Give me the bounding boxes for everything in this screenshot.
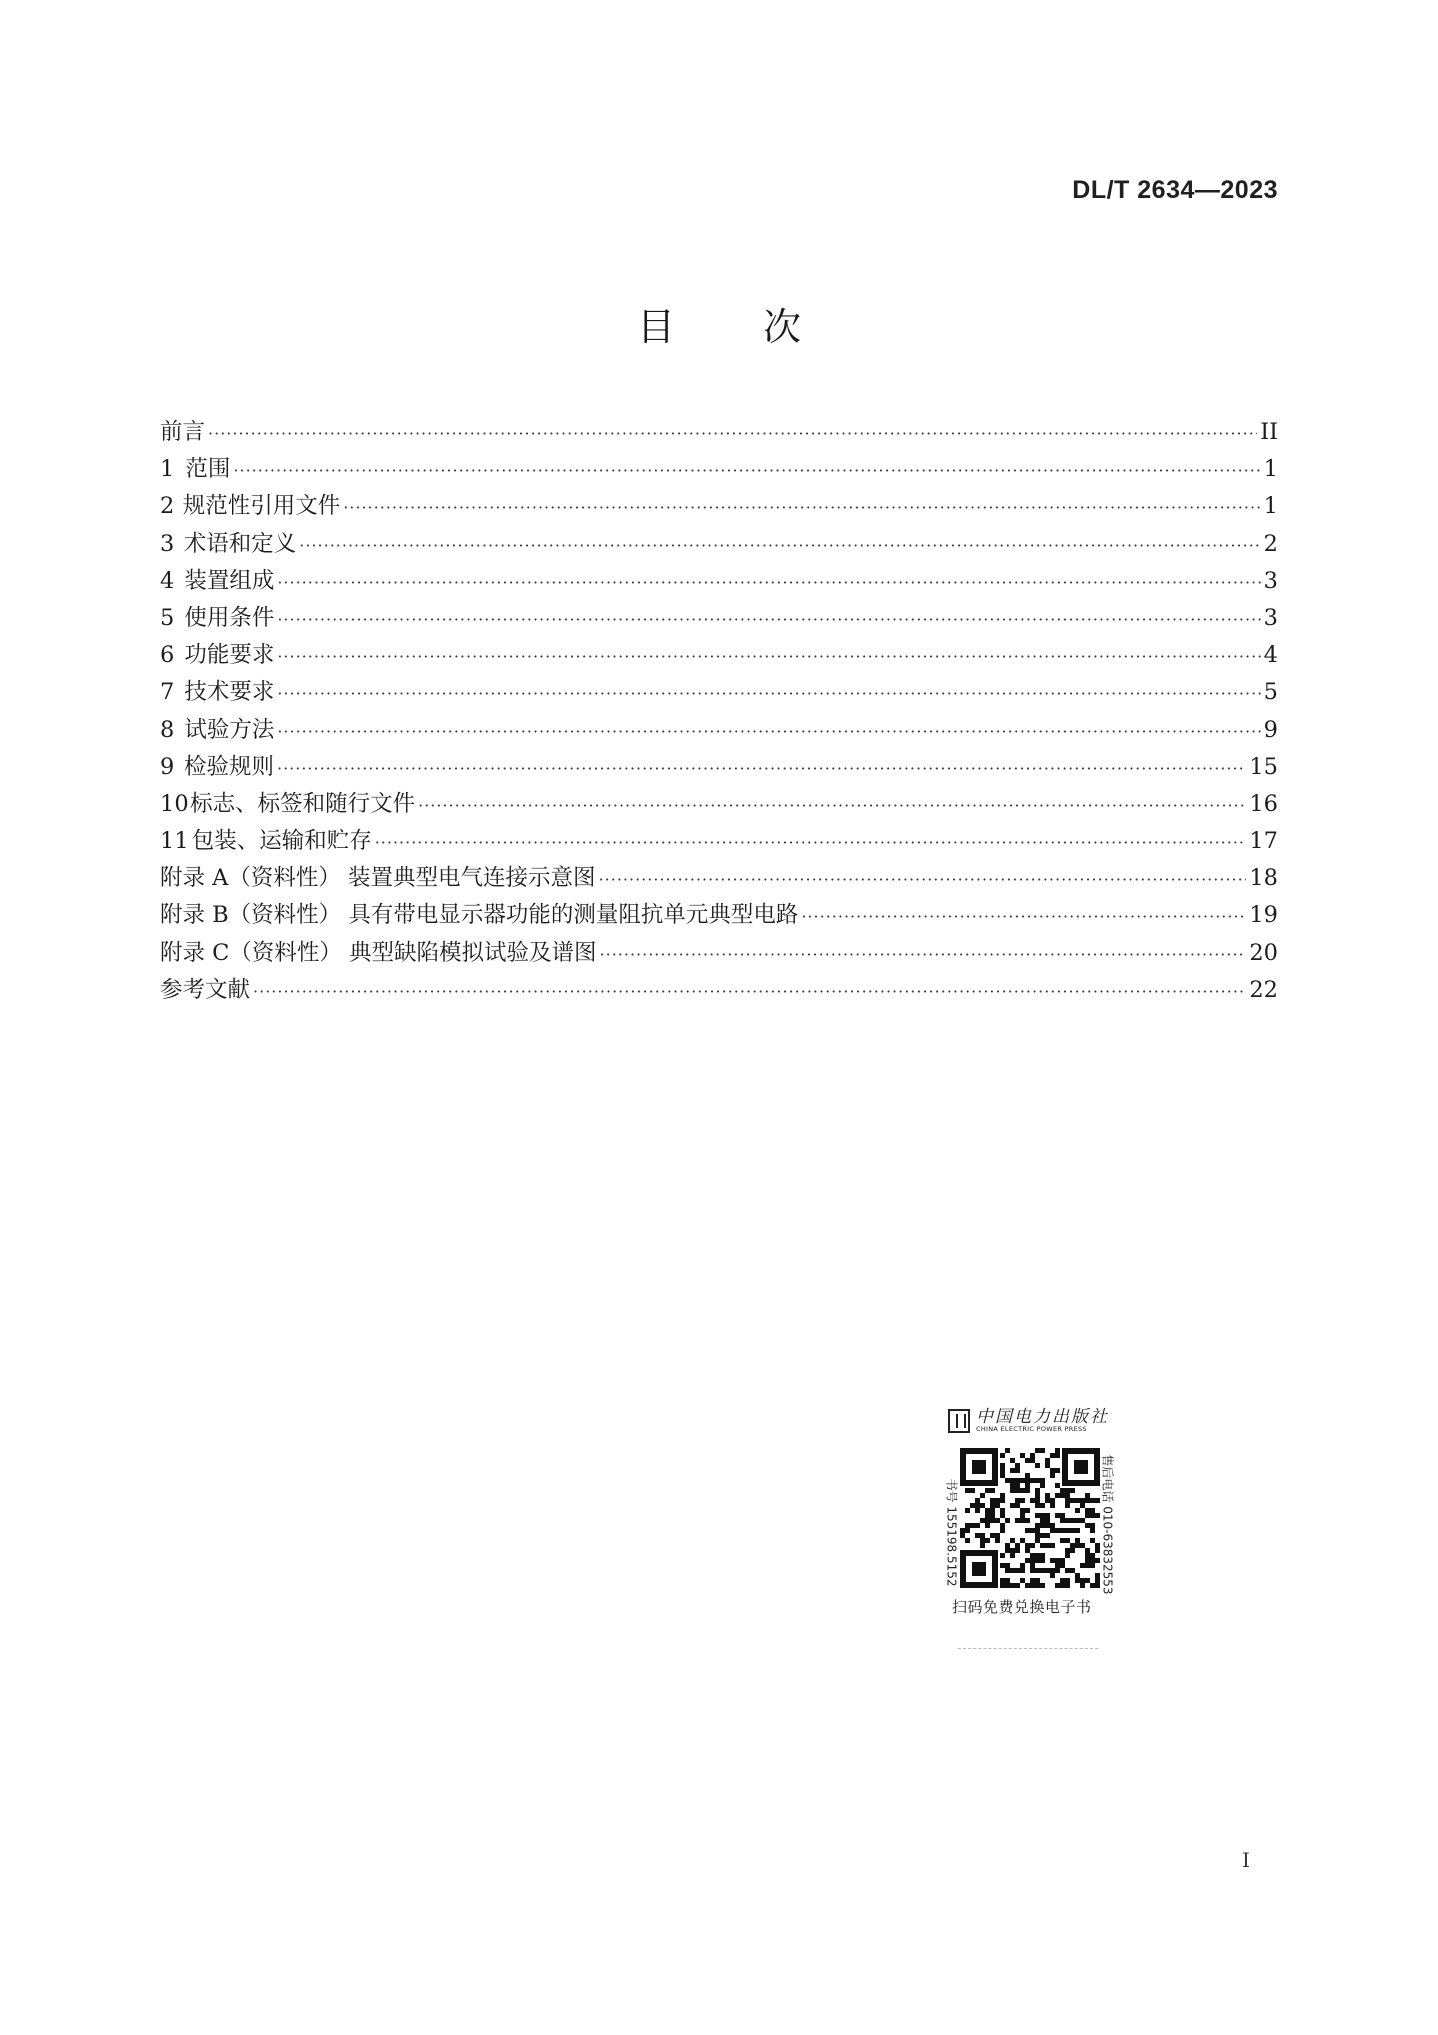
toc-entry-number: 6 <box>160 642 175 669</box>
toc-leader-dots <box>418 796 1246 815</box>
toc-entry[interactable] <box>160 488 1278 525</box>
toc-leader-dots <box>277 759 1246 778</box>
qr-sticker <box>938 1404 1122 1668</box>
book-number: 书号 155198.5152 <box>944 1478 959 1587</box>
toc-entry-label: 使用条件 <box>184 604 275 631</box>
qr-code-icon <box>960 1448 1100 1588</box>
toc-leader-dots <box>599 870 1247 889</box>
toc-entry-number: 11 <box>160 828 189 855</box>
toc-leader-dots <box>277 684 1260 703</box>
toc-entry[interactable] <box>160 526 1278 563</box>
toc-entry-page: 5 <box>1263 679 1278 706</box>
toc-leader-dots <box>277 647 1260 666</box>
toc-entry-page: 2 <box>1263 530 1278 557</box>
toc-entry[interactable] <box>160 897 1278 934</box>
toc-entry-page: 3 <box>1263 567 1278 594</box>
toc-leader-dots <box>253 982 1246 1001</box>
toc-entry-number: 5 <box>160 604 175 631</box>
toc-entry[interactable] <box>160 823 1278 860</box>
toc-entry-label: 检验规则 <box>183 753 274 780</box>
toc-entry-number: 3 <box>160 530 175 557</box>
toc-entry-label: 技术要求 <box>184 679 275 706</box>
toc-leader-dots <box>801 907 1246 926</box>
toc-entry-label: 标志、标签和随行文件 <box>190 790 416 817</box>
toc-entry-page: 3 <box>1263 604 1278 631</box>
toc-entry[interactable] <box>160 414 1278 451</box>
toc-entry[interactable] <box>160 563 1278 600</box>
toc-leader-dots <box>299 536 1260 555</box>
toc-entry-label: 参考文献 <box>160 976 251 1003</box>
toc-entry-number: 9 <box>160 753 175 780</box>
toc-entry-number: 2 <box>160 493 175 520</box>
toc-entry-page: 20 <box>1249 939 1278 966</box>
toc-leader-dots <box>375 833 1247 852</box>
publisher-name-cn: 中国电力出版社 <box>976 1407 1109 1428</box>
toc-entry[interactable] <box>160 637 1278 674</box>
toc-entry-label: 前言 <box>160 419 206 445</box>
toc-entry-page: 16 <box>1249 790 1278 817</box>
toc-entry-label: 附录 A（资料性） 装置典型电气连接示意图 <box>160 865 596 892</box>
toc-entry-number: 10 <box>160 790 189 817</box>
toc-entry[interactable] <box>160 674 1278 711</box>
toc-entry[interactable] <box>160 786 1278 823</box>
page-number: I <box>1242 1848 1250 1872</box>
toc-leader-dots <box>277 722 1260 741</box>
toc-entry-label: 装置组成 <box>184 567 275 594</box>
toc-entry[interactable] <box>160 712 1278 749</box>
toc-entry-number: 1 <box>160 456 175 483</box>
toc-leader-dots <box>600 945 1247 964</box>
toc-leader-dots <box>208 424 1257 443</box>
toc-entry-label: 规范性引用文件 <box>182 493 341 520</box>
toc-entry-number: 7 <box>160 679 175 706</box>
toc-entry[interactable] <box>160 600 1278 637</box>
toc-entry-page: 22 <box>1249 976 1278 1003</box>
toc-entry-page: 15 <box>1249 753 1278 780</box>
toc-entry-label: 附录 C（资料性） 典型缺陷模拟试验及谱图 <box>160 939 597 966</box>
toc-entry-page: 4 <box>1263 642 1278 669</box>
toc-entry-page: 19 <box>1249 902 1278 929</box>
publisher-logo <box>948 1404 1118 1438</box>
table-of-contents <box>160 414 1278 1009</box>
page-title: 目次 <box>636 305 889 349</box>
toc-entry[interactable] <box>160 749 1278 786</box>
toc-entry[interactable] <box>160 972 1278 1009</box>
qr-sticker-divider <box>958 1648 1098 1649</box>
toc-entry-label: 功能要求 <box>184 642 275 669</box>
toc-entry-page: 17 <box>1249 828 1278 855</box>
publisher-logo-icon <box>948 1409 970 1433</box>
toc-leader-dots <box>277 573 1260 592</box>
toc-entry-label: 附录 B（资料性） 具有带电显示器功能的测量阻抗单元典型电路 <box>160 902 799 929</box>
toc-entry-label: 试验方法 <box>184 716 275 743</box>
toc-entry-label: 术语和定义 <box>183 530 297 557</box>
toc-entry-page: 18 <box>1249 865 1278 892</box>
service-phone: 售后电话 010-63832553 <box>1100 1454 1115 1595</box>
toc-leader-dots <box>343 498 1260 517</box>
toc-entry-label: 包装、运输和贮存 <box>191 828 372 855</box>
toc-entry-label: 范围 <box>185 456 231 483</box>
publisher-name-en: CHINA ELECTRIC POWER PRESS <box>976 1425 1087 1434</box>
toc-entry-page: 9 <box>1263 716 1278 743</box>
toc-leader-dots <box>277 610 1260 629</box>
toc-entry[interactable] <box>160 860 1278 897</box>
toc-entry-page: II <box>1260 419 1278 445</box>
toc-leader-dots <box>233 461 1260 480</box>
toc-entry-number: 8 <box>160 716 175 743</box>
toc-entry[interactable] <box>160 935 1278 972</box>
toc-entry[interactable] <box>160 451 1278 488</box>
document-code: DL/T 2634—2023 <box>1072 176 1278 204</box>
toc-entry-page: 1 <box>1263 456 1278 483</box>
toc-entry-page: 1 <box>1263 493 1278 520</box>
toc-entry-number: 4 <box>160 567 175 594</box>
qr-caption: 扫码免费兑换电子书 <box>952 1598 1092 1616</box>
